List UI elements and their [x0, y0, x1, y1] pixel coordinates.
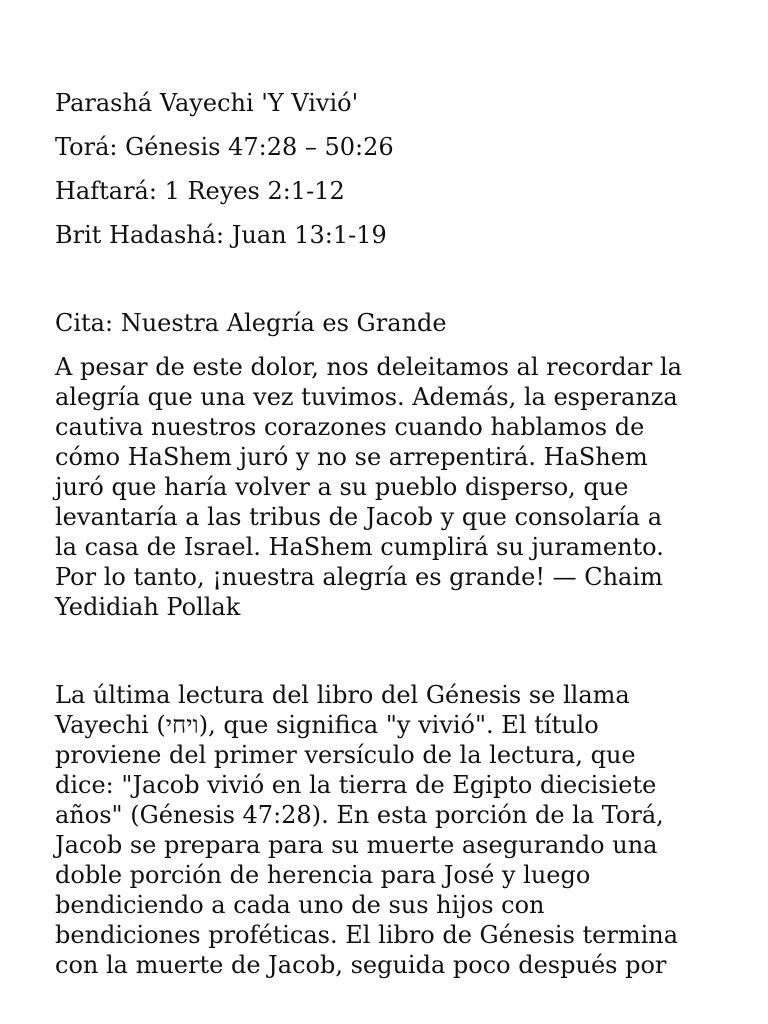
quote-paragraph	[55, 352, 725, 622]
brit-hadasha-reference: Brit Hadashá: Juan 13:1-19	[55, 221, 387, 249]
quote-line: alegría que una vez tuvimos. Además, la esperanza	[55, 383, 678, 411]
parasha-title: Parashá Vayechi 'Y Vivió'	[55, 89, 359, 117]
quote-line: cómo HaShem juró y no se arrepentirá. HaShem	[55, 443, 648, 471]
body-paragraph	[55, 680, 725, 980]
body-line: Vayechi (ויחי), que significa "y vivió". El título	[55, 711, 599, 739]
quote-line: Yedidiah Pollak	[55, 593, 241, 621]
body-line: años" (Génesis 47:28). En esta porción de la Torá,	[55, 801, 664, 829]
body-line: proviene del primer versículo de la lectura, que	[55, 741, 636, 769]
body-line: bendiciendo a cada uno de sus hijos con	[55, 891, 545, 919]
reading-header	[55, 88, 725, 250]
tora-reference: Torá: Génesis 47:28 – 50:26	[55, 133, 394, 161]
body-line: dice: "Jacob vivió en la tierra de Egipto diecisiete	[55, 771, 657, 799]
body-line: La última lectura del libro del Génesis se llama	[55, 681, 630, 709]
quote-line: levantaría a las tribus de Jacob y que consolaría a	[55, 503, 663, 531]
quote-line: cautiva nuestros corazones cuando hablamos de	[55, 413, 645, 441]
quote-line: A pesar de este dolor, nos deleitamos al recordar la	[55, 353, 682, 381]
body-line: con la muerte de Jacob, seguida poco después por	[55, 951, 667, 979]
quote-line: la casa de Israel. HaShem cumplirá su juramento.	[55, 533, 664, 561]
spacer	[55, 264, 725, 308]
quote-section	[55, 308, 725, 622]
document-page	[55, 88, 725, 980]
quote-title: Cita: Nuestra Alegría es Grande	[55, 309, 447, 337]
quote-line: Por lo tanto, ¡nuestra alegría es grande! — Chaim	[55, 563, 663, 591]
body-line: doble porción de herencia para José y luego	[55, 861, 591, 889]
haftara-reference: Haftará: 1 Reyes 2:1-12	[55, 177, 345, 205]
quote-line: juró que haría volver a su pueblo disperso, que	[55, 473, 629, 501]
body-line: Jacob se prepara para su muerte asegurando una	[55, 831, 658, 859]
body-line: bendiciones proféticas. El libro de Génesis termina	[55, 921, 679, 949]
spacer	[55, 622, 725, 680]
